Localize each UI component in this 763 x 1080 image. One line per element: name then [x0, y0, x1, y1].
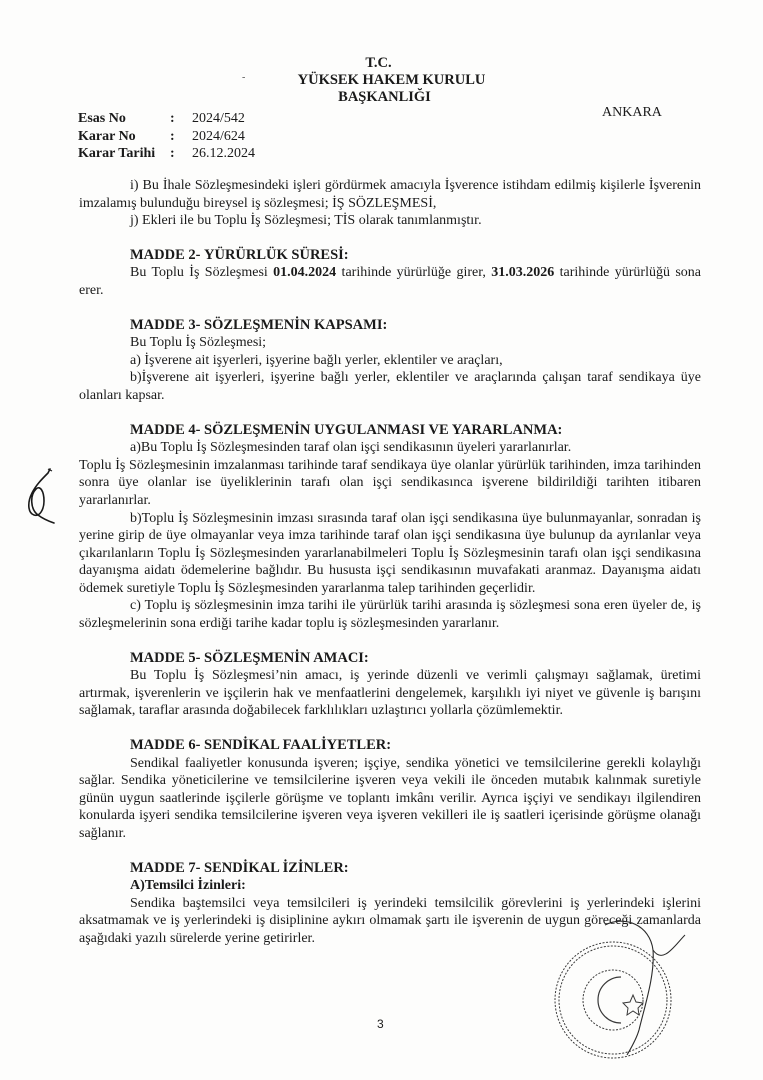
article-7-heading [79, 860, 701, 878]
article-4-item-c: c) Toplu iş sözleşmesinin imza tarihi ile yürürlük tarihi arasında iş sözleşmesi sona eren üyeler de, iş sözleşmelerinin sona erdiği tarihe kadar toplu iş sözleşmesinden yararlanır. [79, 598, 701, 632]
meta-separator: : [170, 146, 175, 161]
article-5-text: Bu Toplu İş Sözleşmesi’nin amacı, iş yerinde düzenli ve verimli çalışmayı sağlamak, üretimi artırmak, işverenlerin ve işçilerin hak ve menfaatlerini dengelemek, karşılıklı iyi niyet ve güvenle iş barışını sağlamak, taraflar arasında doğabilecek farklılıkları uzlaştırıcı yollarla çözümlemektir. [79, 668, 701, 719]
handwritten-initial-signature [12, 465, 62, 525]
spacer [79, 843, 701, 860]
meta-label: Karar No [78, 128, 136, 144]
meta-row-tarih [78, 145, 255, 163]
article-title: SENDİKAL FAALİYETLER: [204, 737, 392, 754]
document-body [79, 177, 701, 948]
page-number: 3 [377, 1017, 384, 1031]
spacer [79, 720, 701, 737]
meta-label: Karar Tarihi [78, 146, 156, 161]
article-6-text: Sendikal faaliyetler konusunda işveren; işçiye, sendika yönetici ve temsilcilerine gerekli kolaylığı sağlar. Sendika yöneticilerine ve temsilcilerine işveren veya vekili ile önceden mutabık kalınmak suretiyle günün uygun saatlerinde işçilerle görüşme ve toplantı imkânı verilir. Ayrıca işçiyi ve sendikayı ilgilendiren konularda işyeri sendika temsilcilerine işveren veya işveren vekilleri ile iş saatleri içerisinde görüşme olanağı sağlanır. [79, 755, 701, 841]
article-3-item-b: b)İşverene ait işyerleri, işyerine bağlı yerler, eklentiler ve araçlarında çalışan taraf sendikaya üye olanları kapsar. [79, 370, 701, 403]
article-number: MADDE 7- [130, 859, 201, 876]
scan-mark: - [242, 72, 246, 83]
article-number: MADDE 4- [130, 421, 201, 438]
header-tc: T.C. [365, 55, 392, 71]
article-7-subtitle: A)Temsilci İzinleri: [130, 878, 246, 894]
header-city: ANKARA [602, 105, 662, 120]
article-3-heading [79, 317, 701, 335]
meta-value: 26.12.2024 [192, 146, 255, 161]
article-title: YÜRÜRLÜK SÜRESİ: [204, 246, 349, 263]
article-3-item-a: a) İşverene ait işyerleri, işyerine bağlı yerler, eklentiler ve araçları, [130, 352, 503, 368]
article-number: MADDE 2- [130, 246, 201, 263]
spacer [79, 633, 701, 650]
meta-row-esas [78, 110, 255, 128]
article-5-heading [79, 650, 701, 668]
article-number: MADDE 3- [130, 316, 201, 333]
article-4-item-a-detail: Toplu İş Sözleşmesinin imzalanması tarihinde taraf sendikaya üye olanlar yürürlük tarihinden, imza tarihinden sonra üye olanlar ise üyeliklerinin tarafı olan işçi sendikasınca işverene bildirildiği tarihten itibaren yararlanırlar. [79, 457, 701, 508]
spacer [79, 230, 701, 247]
article-2-text [79, 264, 701, 299]
article-3-intro: Bu Toplu İş Sözleşmesi; [130, 335, 267, 351]
article-6-heading [79, 737, 701, 755]
text-segment: tarihinde yürürlüğü sona erer. [79, 265, 701, 298]
meta-label: Esas No [78, 111, 126, 126]
header-institution: YÜKSEK HAKEM KURULU [297, 72, 486, 88]
article-number: MADDE 5- [130, 649, 201, 666]
article-7-text: Sendika baştemsilci veya temsilcileri iş yerindeki temsilcilik görevlerini iş yerlerindeki işlerini aksatmamak ve iş yerlerindeki iş disiplinine aykırı olmamak şartı ile işverenin de uygun göreceği zamanlarda aşağıdaki yazılı sürelerde yerine getirirler. [79, 895, 701, 946]
article-title: SÖZLEŞMENİN AMACI: [204, 649, 369, 666]
start-date: 01.04.2024 [273, 265, 337, 281]
text-segment: tarihinde yürürlüğe girer, [336, 265, 492, 281]
article-number: MADDE 6- [130, 737, 201, 754]
end-date: 31.03.2026 [491, 265, 555, 281]
header-presidency: BAŞKANLIĞI [338, 89, 431, 105]
meta-row-karar [78, 128, 255, 146]
article-title: SÖZLEŞMENİN KAPSAMI: [204, 316, 388, 333]
intro-item-j: j) Ekleri ile bu Toplu İş Sözleşmesi; TİS olarak tanımlanmıştır. [130, 213, 482, 229]
article-title: SENDİKAL İZİNLER: [204, 859, 349, 876]
spacer [79, 300, 701, 317]
meta-separator: : [170, 111, 175, 126]
article-4-item-b: b)Toplu İş Sözleşmesinin imzası sırasında taraf olan işçi sendikasına üye bulunmayanlar, sonradan iş yerine girip de üye olmayanlar veya imza tarihinde taraf olan işçi sendikasına üye bulunup da ayrılanlar veya çıkarılanların Toplu İş Sözleşmesinden yararlanabilmeleri Toplu İş Sözleşmesinin tarafı olan işçi sendikasına dayanışma aidatı ödemelerine bağlıdır. Bu hususta işçi sendikasının muvafakati aranmaz. Dayanışma aidatı ödemek suretiyle Toplu İş Sözleşmesinden yararlanma talep tarihinden geçerlidir. [79, 510, 701, 596]
intro-item-i: i) Bu İhale Sözleşmesindeki işleri gördürmek amacıyla İşverence istihdam edilmiş kişilerle İşverenin imzalamış bulunduğu bireysel iş sözleşmesi; İŞ SÖZLEŞMESİ, [79, 178, 701, 211]
meta-value: 2024/542 [192, 111, 245, 126]
article-title: SÖZLEŞMENİN UYGULANMASI VE YARARLANMA: [204, 421, 563, 438]
spacer [79, 405, 701, 422]
article-4-heading [79, 422, 701, 440]
meta-separator: : [170, 128, 175, 144]
article-4-item-a: a)Bu Toplu İş Sözleşmesinden taraf olan işçi sendikasının üyeleri yararlanırlar. [130, 440, 572, 456]
article-2-heading [79, 247, 701, 265]
case-metadata [78, 110, 255, 163]
meta-value: 2024/624 [192, 128, 245, 144]
text-segment: Bu Toplu İş Sözleşmesi [130, 265, 274, 281]
